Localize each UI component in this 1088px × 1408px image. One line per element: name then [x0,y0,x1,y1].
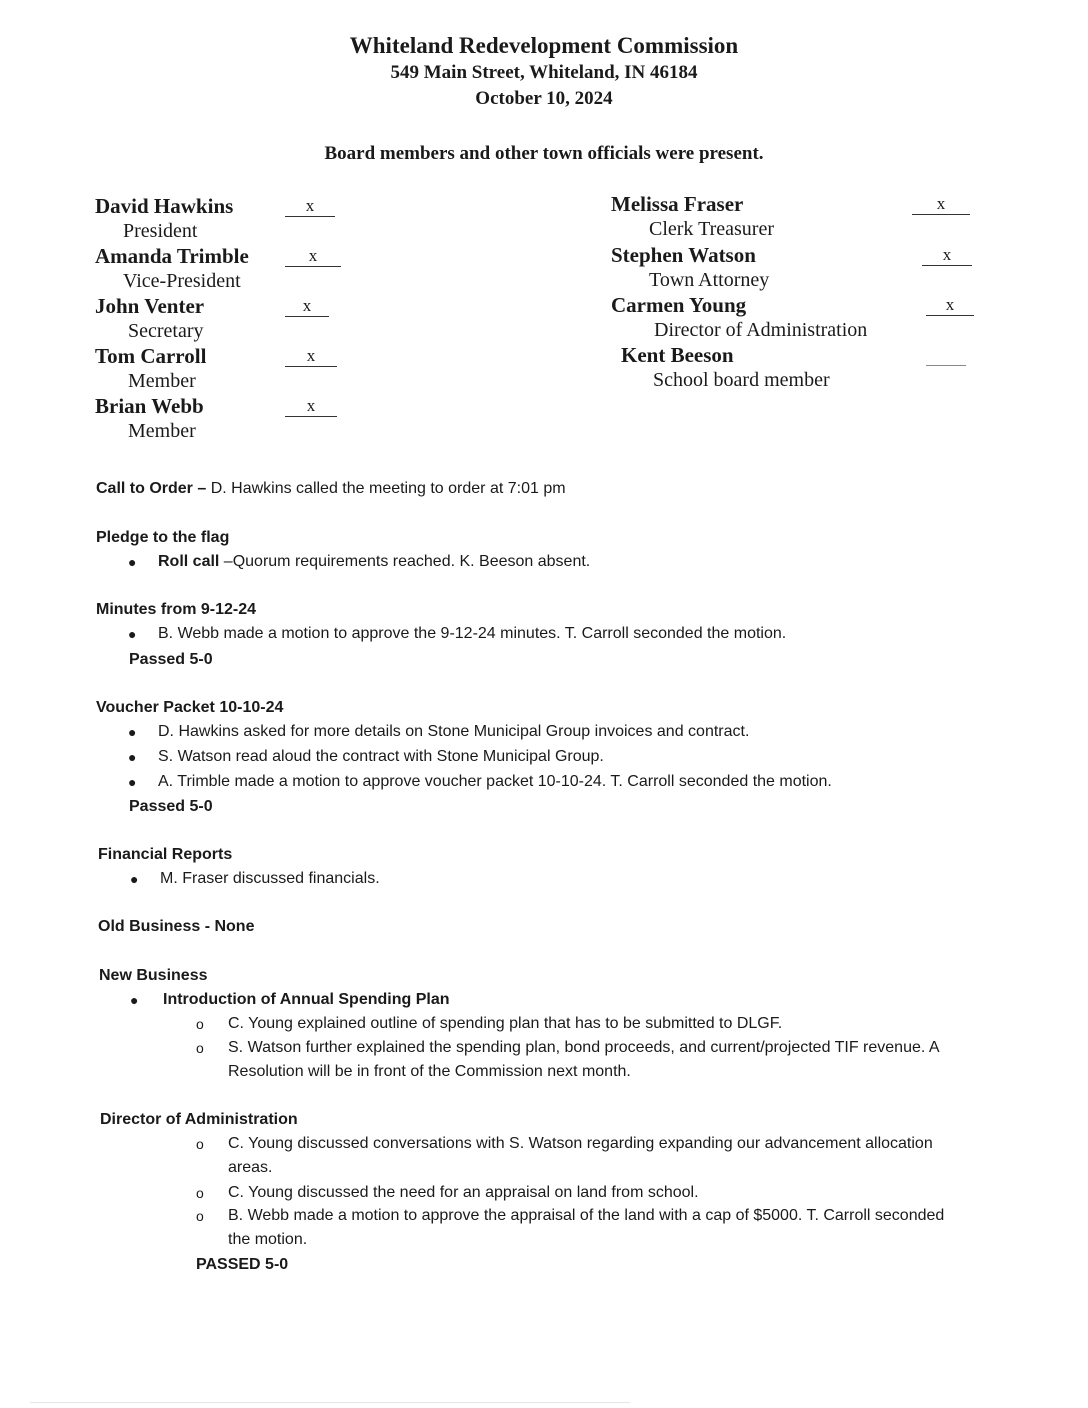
roll-call-text: –Quorum requirements reached. K. Beeson absent. [219,553,591,570]
bullet-icon: ● [130,871,139,887]
bullet-icon: ● [128,749,137,765]
member-role: Secretary [128,320,204,342]
member-name: David Hawkins [95,194,234,218]
old-business: Old Business - None [98,918,255,935]
call-to-order-label: Call to Order – [96,480,207,497]
member-role: Director of Administration [654,319,868,341]
member-tom-carroll [95,344,206,394]
member-name: Melissa Fraser [611,192,744,216]
circle-bullet-icon: o [196,1136,204,1152]
member-name: Kent Beeson [621,343,734,367]
member-role: Town Attorney [649,269,770,291]
member-david-hawkins [95,194,233,244]
call-to-order [96,477,566,501]
attendance-mark: x [926,295,974,316]
roll-call-label: Roll call [158,553,220,570]
circle-bullet-icon: o [196,1040,204,1056]
member-carmen-young [611,293,867,343]
bullet-icon: ● [128,724,137,740]
commission-title: Whiteland Redevelopment Commission [349,33,739,58]
commission-address: 549 Main Street, Whiteland, IN 46184 [390,62,698,83]
attendance-mark: x [285,346,337,367]
bullet-icon: ● [130,992,139,1008]
member-role: Clerk Treasurer [649,218,774,240]
attendance-note: Board members and other town officials were present. [324,143,764,164]
member-name: Carmen Young [611,293,747,317]
pledge-heading: Pledge to the flag [96,529,230,546]
bullet-icon: ● [128,774,137,790]
member-name: John Venter [95,294,205,318]
voucher-result: Passed 5-0 [129,798,213,815]
bullet-icon: ● [128,626,137,642]
member-name: Tom Carroll [95,344,207,368]
bullet-icon: ● [128,554,137,570]
call-to-order-text: D. Hawkins called the meeting to order at 7:01 pm [206,480,566,497]
member-name: Stephen Watson [611,243,756,267]
document-header [0,32,1088,112]
minutes-result: Passed 5-0 [129,651,213,668]
circle-bullet-icon: o [196,1208,204,1224]
member-kent-beeson [621,343,830,393]
minutes-heading: Minutes from 9-12-24 [96,601,257,618]
financial-heading: Financial Reports [98,846,233,863]
member-name: Amanda Trimble [95,244,249,268]
attendance-mark: x [922,245,972,266]
member-john-venter [95,294,204,344]
member-stephen-watson [611,243,769,293]
minutes-page: Whiteland Redevelopment Commission 549 Main Street, Whiteland, IN 46184 October 10, 2024 Board members and other town officials were present. David Hawkins President x Amanda Trimble Vice-President x John Venter Secretary x Tom Carroll Member x Brian Webb Member x Melissa Fraser Clerk Treasurer x Stephen Watson Town Attorney x Carmen Young Director of Administration x Kent Beeson School board member Call to Order – D. Hawkins called the meeting to order at 7:01 pm Pledge to the flag ● Roll call –Quorum requirements reached. K. Beeson absent. Minutes from 9-12-24 ● B. Webb made a motion to approve the 9-12-24 minutes. T. Carroll seconded the motion. Passed 5-0 Voucher Packet 10-10-24 ● D. Hawkins asked for more details on Stone Municipal Group invoices and contract. ● S. Watson read aloud the contract with Stone Municipal Group. ● A. Trimble made a motion to approve voucher packet 10-10-24. T. Carroll seconded the motion. Passed 5-0 Financial Reports ● M. Fraser discussed financials. Old Business - None New Business ● Introduction of Annual Spending Plan o C. Young explained outline of spending plan that has to be submitted to DLGF. o S. Watson further explained the spending plan, bond proceeds, and current/projected TIF revenue. A Resolution will be in front of the Commission next month. Director of Administration o C. Young discussed conversations with S. Watson regarding expanding our advancement allocation areas. o C. Young discussed the need for an appraisal on land from school. o B. Webb made a motion to approve the appraisal of the land with a cap of $5000. T. Carroll seconded the motion. PASSED 5-0 [0,0,1088,1408]
member-role: Member [128,370,196,392]
member-amanda-trimble [95,244,249,294]
member-role: Vice-President [123,270,241,292]
member-role: President [123,220,198,242]
member-brian-webb [95,394,204,444]
meeting-date: October 10, 2024 [475,88,613,109]
attendance-mark: x [912,194,970,215]
attendance-mark: x [285,396,337,417]
voucher-heading: Voucher Packet 10-10-24 [96,699,284,716]
director-heading: Director of Administration [100,1111,298,1128]
attendance-mark: x [285,196,335,217]
scan-edge-divider [30,1402,630,1403]
circle-bullet-icon: o [196,1185,204,1201]
member-role: Member [128,420,196,442]
director-result: PASSED 5-0 [196,1256,289,1273]
attendance-mark: x [285,246,341,267]
member-name: Brian Webb [95,394,204,418]
attendance-mark [926,345,966,366]
circle-bullet-icon: o [196,1016,204,1032]
new-business-heading: New Business [99,967,208,984]
member-role: School board member [653,369,830,391]
member-melissa-fraser [611,192,774,242]
attendance-mark: x [285,296,329,317]
